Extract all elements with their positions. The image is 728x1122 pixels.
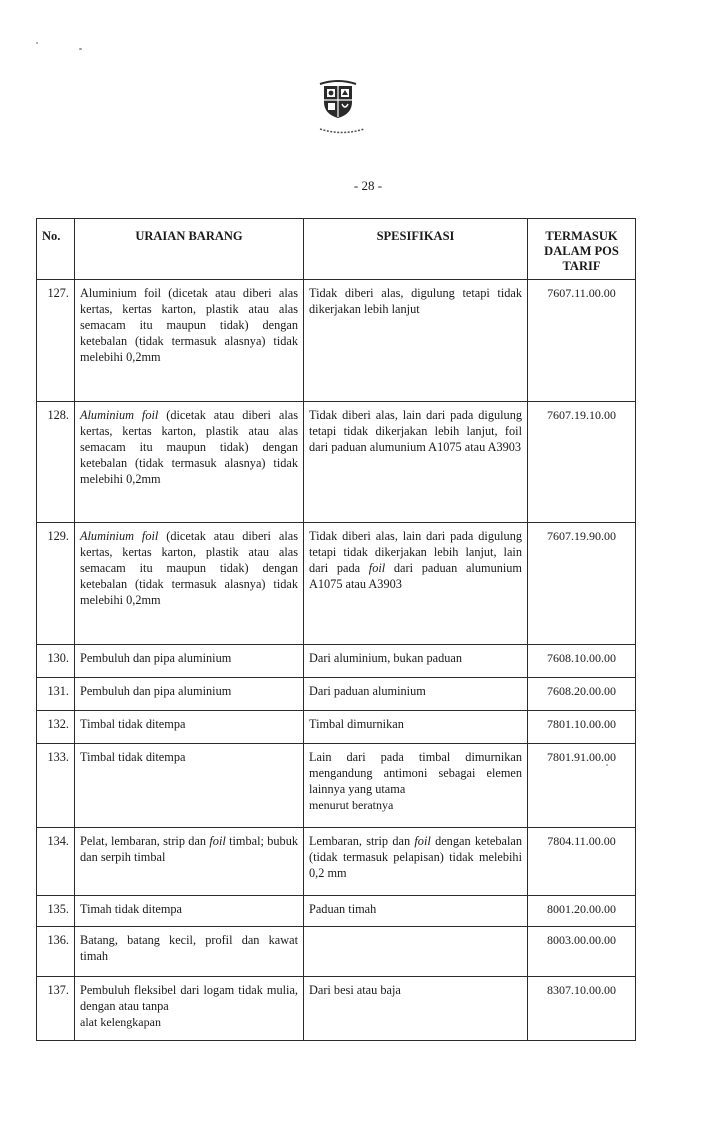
specification-text: Paduan timah bbox=[309, 902, 377, 916]
specification-suffix: dari paduan alumunium A1075 atau A3903 bbox=[309, 561, 522, 591]
row-description bbox=[75, 402, 304, 523]
table-row bbox=[37, 678, 636, 711]
row-number: 129. bbox=[37, 523, 75, 645]
specification-italic-term: foil bbox=[368, 561, 386, 575]
garuda-emblem-icon bbox=[318, 80, 358, 120]
specification-text: Tidak diberi alas, lain dari pada digulung tetapi tidak dikerjakan lebih lanjut, foil dari paduan alumunium A1075 atau A3903 bbox=[309, 408, 522, 454]
table-row bbox=[37, 828, 636, 896]
row-number: 133. bbox=[37, 744, 75, 828]
row-number: 136. bbox=[37, 927, 75, 977]
specification-text: Tidak diberi alas, lain dari pada digulung tetapi tidak dikerjakan lebih lanjut, lain dari pada bbox=[309, 529, 522, 575]
row-description bbox=[75, 645, 304, 678]
description-prefix: Pelat, lembaran, strip dan bbox=[80, 834, 210, 848]
row-number: 130. bbox=[37, 645, 75, 678]
column-header-spesifikasi: SPESIFIKASI bbox=[304, 219, 528, 280]
description-text: (dicetak atau diberi alas kertas, kertas karton, plastik atau alas semacam itu maupun tidak) dengan ketebalan (tidak termasuk alasnya) tidak melebihi 0,2mm bbox=[80, 529, 298, 607]
table-row bbox=[37, 523, 636, 645]
description-text: (dicetak atau diberi alas kertas, kertas karton, plastik atau alas semacam itu maupun tidak) dengan ketebalan (tidak termasuk alasnya) tidak melebihi 0,2mm bbox=[80, 408, 298, 486]
row-tariff-code: 8307.10.00.00 bbox=[528, 977, 636, 1041]
description-italic-term: Aluminium foil bbox=[80, 408, 159, 422]
row-number: 128. bbox=[37, 402, 75, 523]
description-text: Timbal tidak ditempa bbox=[80, 750, 186, 764]
row-specification bbox=[304, 645, 528, 678]
table-row bbox=[37, 744, 636, 828]
row-number: 134. bbox=[37, 828, 75, 896]
row-specification bbox=[304, 744, 528, 828]
scan-speck bbox=[79, 48, 82, 50]
row-specification bbox=[304, 280, 528, 402]
row-tariff-code: 7804.11.00.00 bbox=[528, 828, 636, 896]
page-number: - 28 - bbox=[353, 178, 383, 193]
column-header-no: No. bbox=[37, 219, 75, 280]
description-text: Aluminium foil (dicetak atau diberi alas kertas, kertas karton, plastik atau alas semacam itu maupun tidak) dengan ketebalan (tidak termasuk alasnya) tidak melebihi 0,2mm bbox=[80, 286, 298, 364]
description-extra: alat kelengkapan bbox=[80, 1015, 161, 1029]
specification-italic-term: foil bbox=[414, 834, 431, 848]
row-specification bbox=[304, 678, 528, 711]
table-row bbox=[37, 711, 636, 744]
description-text: Timah tidak ditempa bbox=[80, 902, 183, 916]
row-tariff-code: 7801.91.00.00 bbox=[528, 744, 636, 828]
row-description bbox=[75, 711, 304, 744]
row-specification bbox=[304, 977, 528, 1041]
row-description bbox=[75, 523, 304, 645]
row-description bbox=[75, 927, 304, 977]
row-number: 137. bbox=[37, 977, 75, 1041]
row-tariff-code: 7607.19.90.00 bbox=[528, 523, 636, 645]
row-description bbox=[75, 828, 304, 896]
description-text: Pembuluh dan pipa aluminium bbox=[80, 684, 232, 698]
row-tariff-code: 7607.11.00.00 bbox=[528, 280, 636, 402]
row-specification bbox=[304, 523, 528, 645]
tariff-table bbox=[36, 218, 636, 1041]
table-row bbox=[37, 280, 636, 402]
description-text: Batang, batang kecil, profil dan kawat timah bbox=[80, 933, 298, 963]
row-description bbox=[75, 678, 304, 711]
row-tariff-code: 7801.10.00.00 bbox=[528, 711, 636, 744]
description-text: Timbal tidak ditempa bbox=[80, 717, 186, 731]
row-description bbox=[75, 977, 304, 1041]
column-header-pos-tarif: TERMASUK DALAM POS TARIF bbox=[528, 219, 636, 280]
table-row bbox=[37, 896, 636, 927]
row-tariff-code: 7608.20.00.00 bbox=[528, 678, 636, 711]
table-row bbox=[37, 927, 636, 977]
table-header-row bbox=[37, 219, 636, 280]
row-tariff-code: 7607.19.10.00 bbox=[528, 402, 636, 523]
specification-text: Tidak diberi alas, digulung tetapi tidak dikerjakan lebih lanjut bbox=[309, 286, 522, 316]
column-header-uraian: URAIAN BARANG bbox=[75, 219, 304, 280]
row-specification bbox=[304, 927, 528, 977]
description-italic-term: foil bbox=[209, 834, 226, 848]
description-italic-term: Aluminium foil bbox=[80, 529, 159, 543]
row-description bbox=[75, 896, 304, 927]
row-description bbox=[75, 744, 304, 828]
emblem-scroll-icon bbox=[318, 127, 366, 135]
specification-text: Dari aluminium, bukan paduan bbox=[309, 651, 462, 665]
specification-extra: menurut beratnya bbox=[309, 798, 394, 812]
description-text: Pembuluh dan pipa aluminium bbox=[80, 651, 232, 665]
specification-text: Lembaran, strip dan bbox=[309, 834, 415, 848]
specification-text: Dari besi atau baja bbox=[309, 983, 401, 997]
row-specification bbox=[304, 896, 528, 927]
table-row bbox=[37, 402, 636, 523]
row-tariff-code: 8003.00.00.00 bbox=[528, 927, 636, 977]
row-specification bbox=[304, 828, 528, 896]
row-specification bbox=[304, 402, 528, 523]
description-text: timbal; bubuk dan serpih timbal bbox=[80, 834, 298, 864]
description-text: Pembuluh fleksibel dari logam tidak mulia, dengan atau tanpa bbox=[80, 983, 298, 1013]
specification-text: Timbal dimurnikan bbox=[309, 717, 404, 731]
row-tariff-code: 7608.10.00.00 bbox=[528, 645, 636, 678]
specification-suffix: dengan ketebalan (tidak termasuk pelapisan) tidak melebihi 0,2 mm bbox=[309, 834, 522, 880]
row-tariff-code: 8001.20.00.00 bbox=[528, 896, 636, 927]
row-number: 132. bbox=[37, 711, 75, 744]
specification-text: Lain dari pada timbal dimurnikan mengandung antimoni sebagai elemen lainnya yang utama bbox=[309, 750, 522, 796]
scan-speck bbox=[36, 42, 38, 44]
row-number: 127. bbox=[37, 280, 75, 402]
row-description bbox=[75, 280, 304, 402]
table-row bbox=[37, 645, 636, 678]
row-specification bbox=[304, 711, 528, 744]
row-number: 135. bbox=[37, 896, 75, 927]
row-number: 131. bbox=[37, 678, 75, 711]
table-row bbox=[37, 977, 636, 1041]
specification-text: Dari paduan aluminium bbox=[309, 684, 426, 698]
